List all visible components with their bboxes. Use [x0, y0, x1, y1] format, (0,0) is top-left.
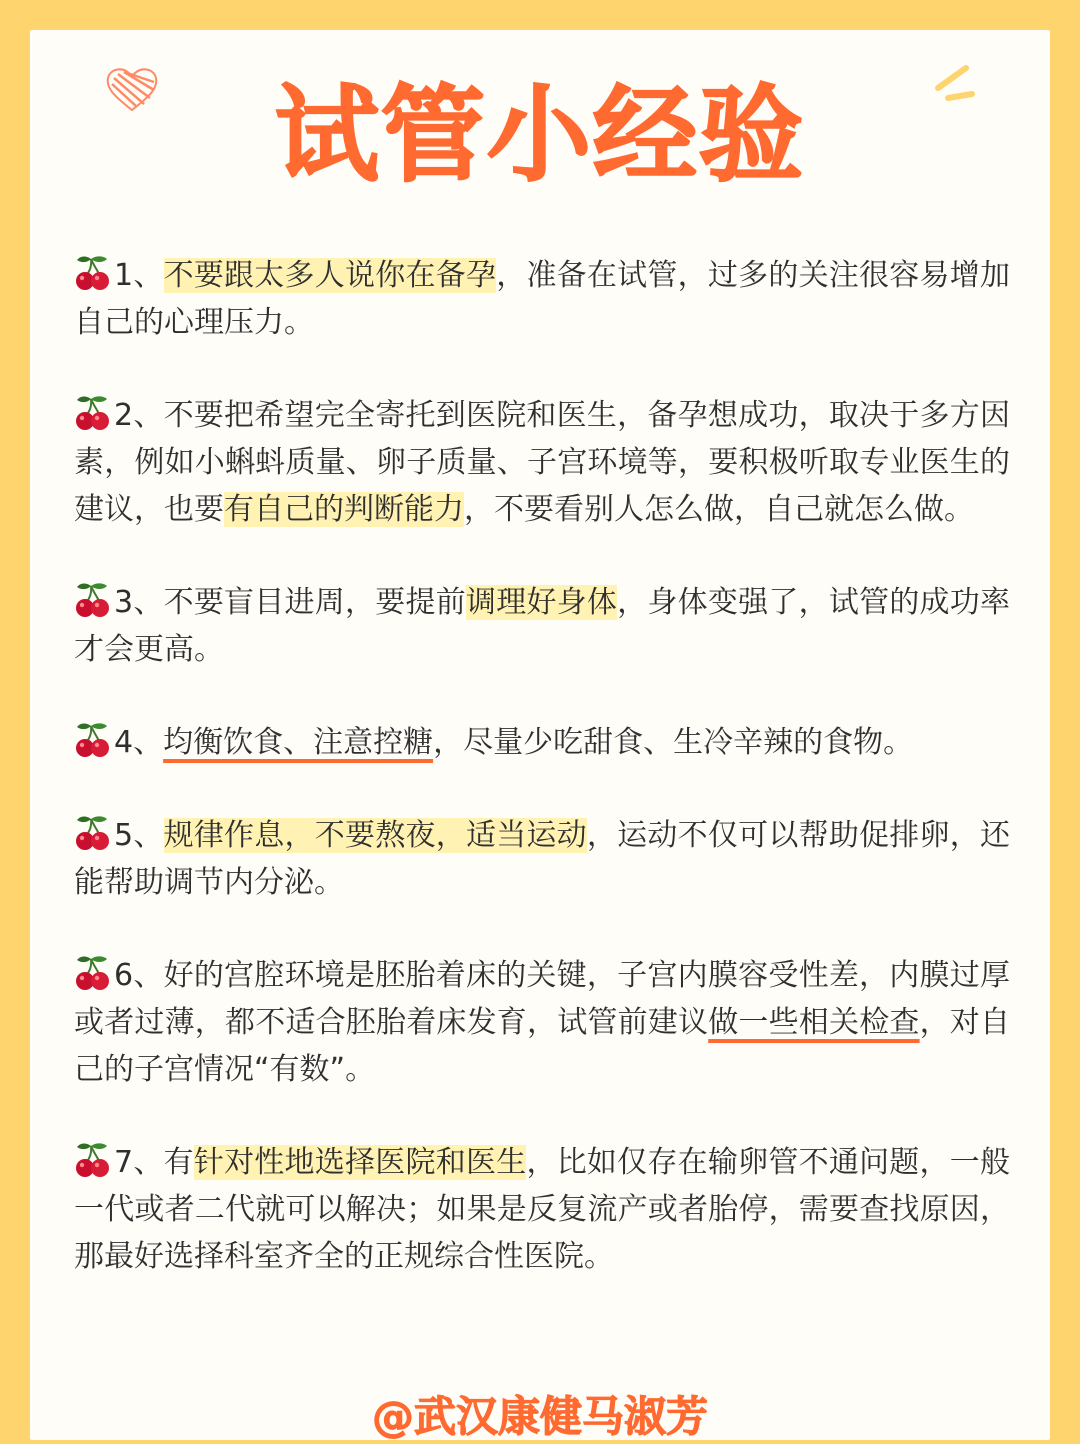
tip-text: ，不要看别人怎么做，自己就怎么做。 [464, 492, 974, 527]
tip-item [74, 392, 1010, 533]
tip-text: ，准备在试管，过多的关注很容易增加自己的心理压力。 [74, 258, 1011, 340]
tip-number: 1、 [114, 258, 164, 293]
tips-list [74, 252, 1010, 1326]
underlined-text: 均衡饮食、注意控糖 [163, 725, 434, 760]
highlighted-text: 针对性地选择医院和医生 [193, 1145, 527, 1180]
tip-item [74, 719, 1010, 766]
tip-item [74, 579, 1010, 673]
tip-text: ，运动不仅可以帮助促排卵，还能帮助调节内分泌。 [74, 818, 1011, 900]
tip-text: 有 [163, 1145, 194, 1180]
tip-text: ，尽量少吃甜食、生冷辛辣的食物。 [433, 725, 914, 760]
underlined-text: 做一些相关检查 [708, 1005, 920, 1040]
tip-number: 3、 [114, 585, 164, 620]
page-title: 试管小经验 [274, 74, 805, 196]
tip-number: 2、 [114, 398, 164, 433]
author-signature: @武汉康健马淑芳 [371, 1392, 708, 1441]
cherry-icon [74, 255, 112, 291]
highlighted-text: 不要跟太多人说你在备孕 [163, 258, 497, 293]
tip-number: 6、 [114, 958, 164, 993]
tip-text: ，比如仅存在输卵管不通问题，一般一代或者二代就可以解决；如果是反复流产或者胎停，需要查找原因，那最好选择科室齐全的正规综合性医院。 [74, 1145, 1011, 1274]
cherry-icon [74, 1142, 112, 1178]
tip-item [74, 252, 1010, 346]
tip-number: 4、 [114, 725, 164, 760]
tip-item [74, 1139, 1010, 1280]
highlighted-text: 有自己的判断能力 [224, 492, 464, 527]
cherry-icon [74, 582, 112, 618]
tip-text: 好的宫腔环境是胚胎着床的关键，子宫内膜容受性差，内膜过厚或者过薄，都不适合胚胎着床发育，试管前建议 [74, 958, 1011, 1040]
tip-text: ，对自己的子宫情况“有数”。 [74, 1005, 1011, 1087]
tip-item [74, 952, 1010, 1093]
tip-text: 不要盲目进周，要提前 [163, 585, 466, 620]
tip-number: 7、 [114, 1145, 164, 1180]
highlighted-text: 调理好身体 [465, 585, 618, 620]
cherry-icon [74, 815, 112, 851]
highlighted-text: 规律作息，不要熬夜，适当运动 [163, 818, 587, 853]
cherry-icon [74, 955, 112, 991]
tip-text: 不要把希望完全寄托到医院和医生，备孕想成功，取决于多方因素，例如小蝌蚪质量、卵子质量、子宫环境等，要积极听取专业医生的建议，也要 [74, 398, 1011, 527]
tip-number: 5、 [114, 818, 164, 853]
cherry-icon [74, 722, 112, 758]
tip-item [74, 812, 1010, 906]
tip-text: ，身体变强了，试管的成功率才会更高。 [74, 585, 1011, 667]
cherry-icon [74, 395, 112, 431]
